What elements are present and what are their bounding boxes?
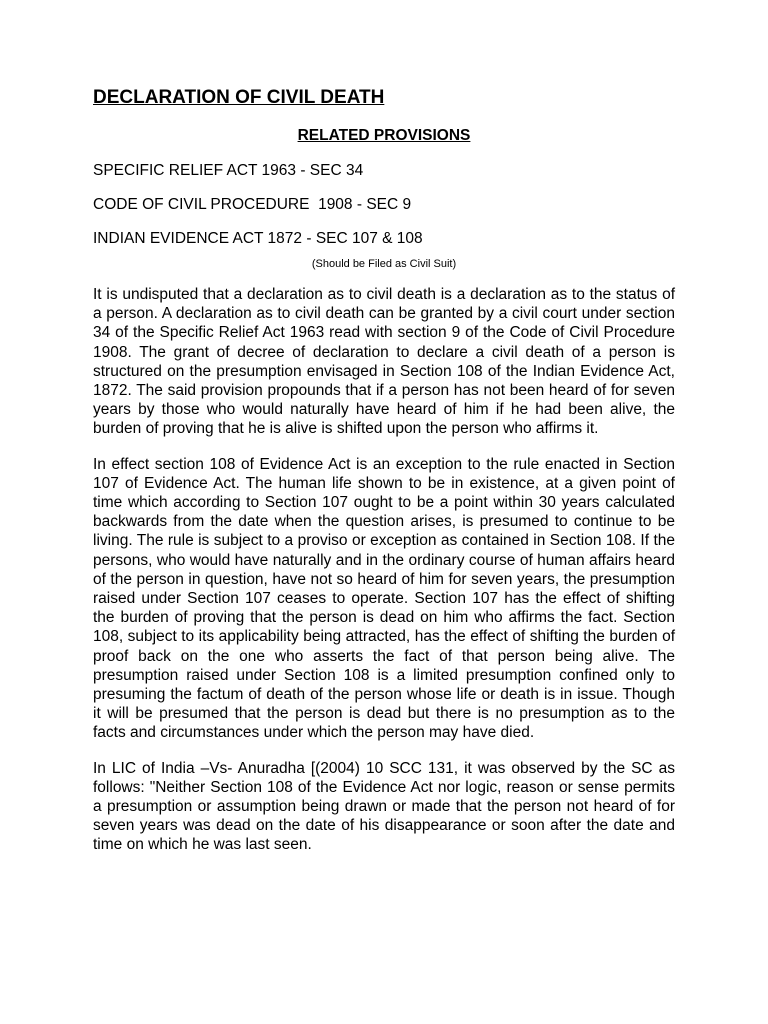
provision-indian-evidence-act: INDIAN EVIDENCE ACT 1872 - SEC 107 & 108 xyxy=(93,230,423,247)
filing-note: (Should be Filed as Civil Suit) xyxy=(311,258,457,270)
provision-specific-relief-act: SPECIFIC RELIEF ACT 1963 - SEC 34 xyxy=(93,162,364,179)
paragraph-section-108-exception: In effect section 108 of Evidence Act is an exception to the rule enacted in Section 107 of Evidence Act. The human life shown to be in existence, at a given point of time which according to Section 107 ought to be a point within 30 years calculated backwards from the date when the question arises, is presumed to continue to be living. The rule is subject to a proviso or exception as contained in Section 108. If the persons, who would have naturally and in the ordinary course of human affairs heard of the person in question, have not so heard of him for seven years, the presumption raised under Section 107 ceases to operate. Section 107 has the effect of shifting the burden of proving that the person is dead on him who affirms the fact. Section 108, subject to its applicability being attracted, has the effect of shifting the burden of proof back on the one who asserts the fact of that person being alive. The presumption raised under Section 108 is a limited presumption confined only to presuming the factum of death of the person whose life or death is in issue. Though it will be presumed that the person is dead but there is no presumption as to the facts and circumstances under which the person may have died. xyxy=(93,455,675,742)
provision-code-of-civil-procedure: CODE OF CIVIL PROCEDURE 1908 - SEC 9 xyxy=(93,196,412,213)
paragraph-civil-death-declaration: It is undisputed that a declaration as to civil death is a declaration as to the status of a person. A declaration as to civil death can be granted by a civil court under section 34 of the Specific Relief Act 1963 read with section 9 of the Code of Civil Procedure 1908. The grant of decree of declaration to declare a civil death of a person is structured on the presumption envisaged in Section 108 of the Indian Evidence Act, 1872. The said provision propounds that if a person has not been heard of for seven years by those who would naturally have heard of him if he had been alive, the burden of proving that he is alive is shifted upon the person who affirms it. xyxy=(93,286,675,438)
document-page xyxy=(93,86,675,855)
paragraph-lic-vs-anuradha: In LIC of India –Vs- Anuradha [(2004) 10 SCC 131, it was observed by the SC as follows: "Neither Section 108 of the Evidence Act nor logic, reason or sense permits a presumption or assumption being drawn or made that the person not heard of for seven years was dead on the date of his disappearance or soon after the date and time on which he was last seen. xyxy=(93,759,675,854)
related-provisions-heading: RELATED PROVISIONS xyxy=(297,127,471,144)
document-title: DECLARATION OF CIVIL DEATH xyxy=(93,87,385,108)
